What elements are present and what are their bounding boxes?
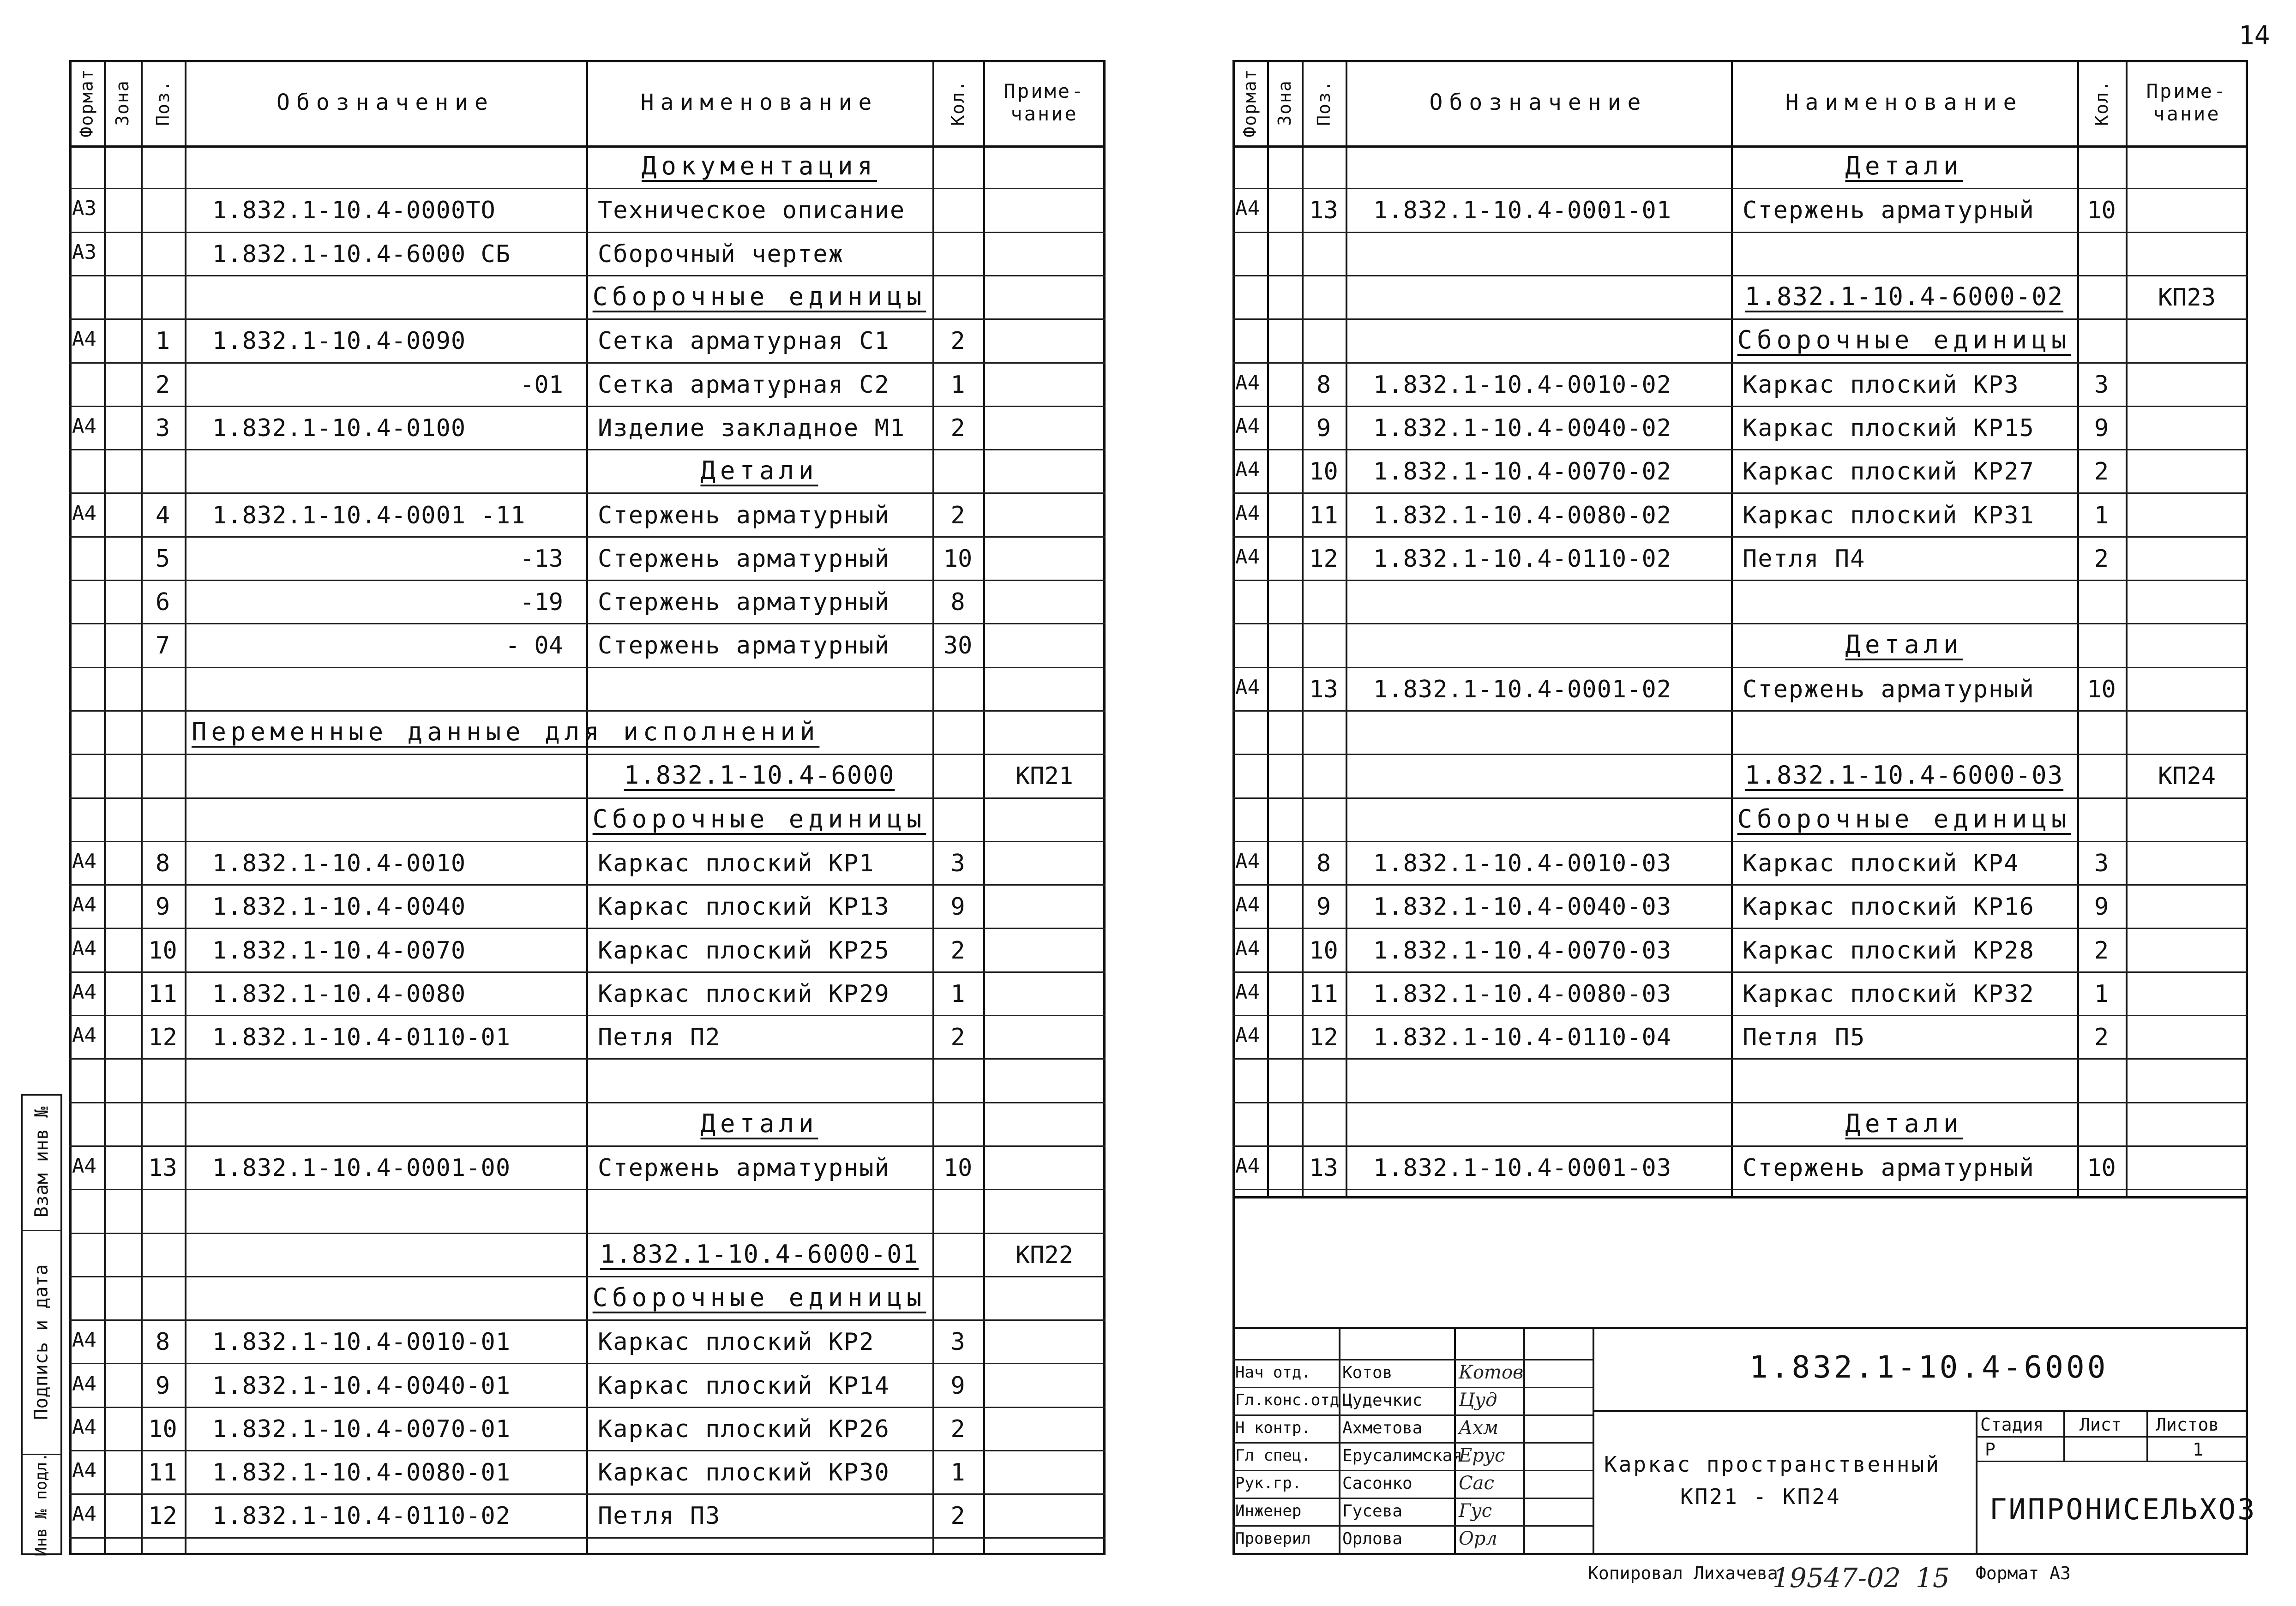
item-format: А4 [1235, 197, 1260, 220]
item-name: Стержень арматурный [598, 588, 890, 616]
item-format: А4 [1235, 502, 1260, 525]
item-format: А3 [72, 197, 96, 220]
item-designation: -01 [520, 371, 563, 399]
document-title-line1: Каркас пространственный [1604, 1452, 1941, 1477]
item-designation: 1.832.1-10.4-6000 СБ [212, 240, 511, 268]
header-zone: Зона [112, 79, 133, 126]
item-name: Петля П4 [1743, 545, 1866, 573]
item-position: 12 [1309, 545, 1338, 573]
sheets-value: 1 [2193, 1439, 2203, 1460]
item-position: 13 [1309, 1154, 1338, 1182]
item-position: 10 [148, 937, 177, 965]
staff-signature: Ахм [1459, 1417, 1499, 1438]
header-note-line2: чание [1010, 102, 1078, 125]
item-quantity: 9 [950, 893, 965, 921]
item-designation: 1.832.1-10.4-0010 [212, 850, 466, 877]
table-row-line [69, 492, 1106, 494]
header-note-line2-right: чание [2153, 102, 2221, 125]
item-format: А4 [72, 937, 96, 960]
item-designation: -19 [520, 588, 563, 616]
item-quantity: 2 [950, 414, 965, 442]
stage-label: Стадия [1980, 1414, 2044, 1435]
item-quantity: 2 [950, 502, 965, 529]
section-heading: Детали [1845, 151, 1963, 180]
item-name: Техническое описание [598, 197, 906, 224]
item-format: А4 [1235, 1024, 1260, 1047]
header-designation: Обозначение [276, 89, 494, 115]
item-name: Каркас плоский КР2 [598, 1328, 875, 1356]
table-row-line [1232, 449, 2248, 450]
staff-signature: Ерус [1459, 1445, 1505, 1466]
item-name: Сетка арматурная С2 [598, 371, 890, 399]
section-heading: Детали [1845, 1109, 1963, 1138]
header-qty-right: Кол. [2091, 79, 2112, 126]
table-row-line [1232, 884, 2248, 886]
item-format: А4 [72, 1328, 96, 1352]
item-position: 10 [1309, 458, 1338, 485]
table-row-line [69, 188, 1106, 189]
item-designation: 1.832.1-10.4-0010-02 [1373, 371, 1672, 399]
item-name: Стержень арматурный [1743, 676, 2035, 703]
staff-name: Ахметова [1342, 1419, 1423, 1438]
table-row-line [69, 1233, 1106, 1234]
section-heading: Сборочные единицы [1737, 804, 2071, 833]
table-row-line [1232, 492, 2248, 494]
item-designation: 1.832.1-10.4-0080 [212, 980, 466, 1008]
item-format: А4 [72, 850, 96, 873]
staff-role: Проверил [1235, 1529, 1311, 1548]
item-position: 10 [1309, 937, 1338, 965]
table-row-line [1232, 623, 2248, 624]
item-name: Стержень арматурный [598, 545, 890, 573]
header-zone-right: Зона [1274, 79, 1295, 126]
table-row-line [69, 884, 1106, 886]
item-position: 8 [155, 850, 170, 877]
header-format: Формат [76, 68, 97, 138]
table-row-line [69, 406, 1106, 407]
variant-designation: 1.832.1-10.4-6000-03 [1744, 761, 2064, 790]
item-position: 12 [1309, 1024, 1338, 1051]
item-designation: 1.832.1-10.4-0080-01 [212, 1459, 511, 1486]
item-quantity: 3 [950, 850, 965, 877]
item-format: А4 [1235, 850, 1260, 873]
document-title-line2: КП21 - КП24 [1680, 1484, 1841, 1509]
item-format: А4 [72, 893, 96, 917]
table-row-line [1232, 580, 2248, 581]
section-heading: Детали [700, 456, 818, 485]
table-row-line [69, 1493, 1106, 1495]
table-row-line [69, 1363, 1106, 1364]
item-designation: 1.832.1-10.4-0001-03 [1373, 1154, 1672, 1182]
item-quantity: 2 [950, 1024, 965, 1051]
item-name: Каркас плоский КР4 [1743, 850, 2020, 877]
table-row-line [1232, 406, 2248, 407]
staff-name: Ерусалимская [1342, 1446, 1463, 1465]
table-row-line [1232, 318, 2248, 320]
staff-name: Котов [1342, 1363, 1393, 1382]
table-row-line [1232, 754, 2248, 755]
item-quantity: 30 [943, 632, 973, 659]
item-name: Петля П3 [598, 1502, 721, 1530]
item-format: А4 [1235, 371, 1260, 395]
item-position: 13 [1309, 197, 1338, 224]
item-position: 8 [155, 1328, 170, 1356]
item-format: А4 [1235, 980, 1260, 1004]
item-name: Каркас плоский КР15 [1743, 414, 2035, 442]
item-position: 2 [155, 371, 170, 399]
section-heading: Сборочные единицы [1737, 325, 2071, 354]
item-quantity: 10 [943, 545, 973, 573]
item-quantity: 1 [2094, 502, 2109, 529]
item-designation: 1.832.1-10.4-0110-04 [1373, 1024, 1672, 1051]
item-quantity: 9 [2094, 893, 2109, 921]
item-position: 11 [148, 980, 177, 1008]
item-quantity: 3 [2094, 850, 2109, 877]
section-heading: Документация [641, 151, 878, 180]
table-row-line [69, 1450, 1106, 1451]
table-row-line [69, 1145, 1106, 1147]
table-row-line [69, 1407, 1106, 1408]
item-designation: 1.832.1-10.4-0040-01 [212, 1372, 511, 1400]
item-position: 10 [148, 1415, 177, 1443]
item-quantity: 8 [950, 588, 965, 616]
staff-row-line [1232, 1359, 1593, 1360]
header-qty: Кол. [947, 79, 968, 126]
table-row-line [1232, 1145, 2248, 1147]
section-heading: Сборочные единицы [592, 282, 926, 311]
item-designation: - 04 [505, 632, 563, 659]
item-designation: 1.832.1-10.4-0110-02 [212, 1502, 511, 1530]
variant-designation: 1.832.1-10.4-6000-01 [600, 1240, 919, 1269]
item-designation: 1.832.1-10.4-0040-03 [1373, 893, 1672, 921]
table-row-line [1232, 1189, 2248, 1190]
item-quantity: 3 [950, 1328, 965, 1356]
staff-signature: Орл [1459, 1528, 1497, 1549]
header-note-line1: Приме- [1004, 80, 1085, 103]
table-row-line [69, 754, 1106, 755]
item-designation: 1.832.1-10.4-0080-03 [1373, 980, 1672, 1008]
sheet-label: Лист [2080, 1414, 2122, 1435]
footer-format: Формат А3 [1976, 1563, 2071, 1583]
staff-row-line [1232, 1414, 1593, 1416]
table-row-line [69, 318, 1106, 320]
item-format: А4 [1235, 676, 1260, 699]
table-row-line [1232, 275, 2248, 276]
item-designation: 1.832.1-10.4-0010-01 [212, 1328, 511, 1356]
staff-role: Гл.конс.отд. [1235, 1391, 1349, 1409]
item-quantity: 1 [2094, 980, 2109, 1008]
table-row-line [69, 1058, 1106, 1060]
item-format: А4 [72, 502, 96, 525]
item-position: 3 [155, 414, 170, 442]
item-designation: 1.832.1-10.4-0010-03 [1373, 850, 1672, 877]
header-name: Наименование [640, 89, 878, 115]
item-designation: 1.832.1-10.4-0001-00 [212, 1154, 511, 1182]
item-designation: 1.832.1-10.4-0080-02 [1373, 502, 1672, 529]
staff-role: Гл спец. [1235, 1446, 1311, 1465]
item-quantity: 10 [2087, 676, 2116, 703]
item-quantity: 9 [2094, 414, 2109, 442]
item-format: А4 [1235, 545, 1260, 569]
item-position: 12 [148, 1502, 177, 1530]
staff-signature: Котов [1459, 1362, 1524, 1383]
table-row-line [69, 449, 1106, 450]
item-format: А4 [72, 1024, 96, 1047]
item-quantity: 2 [2094, 458, 2109, 485]
item-quantity: 2 [2094, 1024, 2109, 1051]
staff-name: Орлова [1342, 1529, 1403, 1548]
item-quantity: 2 [2094, 937, 2109, 965]
item-format: А4 [72, 1154, 96, 1178]
item-position: 9 [155, 1372, 170, 1400]
table-row-line [69, 797, 1106, 799]
item-format: А4 [72, 414, 96, 438]
organization: ГИПРОНИСЕЛЬХОЗ [1989, 1492, 2257, 1526]
item-quantity: 9 [950, 1372, 965, 1400]
section-heading: Детали [700, 1109, 818, 1138]
staff-row-line [1232, 1498, 1593, 1499]
table-row-line [69, 1276, 1106, 1277]
item-name: Стержень арматурный [1743, 1154, 2035, 1182]
item-name: Каркас плоский КР28 [1743, 937, 2035, 965]
item-name: Каркас плоский КР26 [598, 1415, 890, 1443]
item-position: 12 [148, 1024, 177, 1051]
staff-role: Рук.гр. [1235, 1474, 1302, 1492]
variant-note: КП24 [2158, 762, 2216, 790]
item-format: А3 [72, 240, 96, 264]
item-position: 9 [1316, 414, 1331, 442]
table-row-line [69, 1015, 1106, 1016]
item-designation: 1.832.1-10.4-0040 [212, 893, 466, 921]
sheets-label: Листов [2156, 1414, 2219, 1435]
item-name: Сборочный чертеж [598, 240, 844, 268]
staff-row-line [1232, 1387, 1593, 1388]
table-row-line [1232, 797, 2248, 799]
table-row-line [69, 580, 1106, 581]
item-format: А4 [1235, 1154, 1260, 1178]
item-designation: 1.832.1-10.4-0100 [212, 414, 466, 442]
item-position: 5 [155, 545, 170, 573]
variant-note: КП21 [1015, 762, 1074, 790]
item-format: А4 [1235, 414, 1260, 438]
item-position: 1 [155, 327, 170, 355]
item-quantity: 2 [950, 937, 965, 965]
item-name: Сетка арматурная С1 [598, 327, 890, 355]
table-row-line [69, 841, 1106, 842]
item-position: 9 [1316, 893, 1331, 921]
item-name: Каркас плоский КР30 [598, 1459, 890, 1486]
table-row-line [69, 928, 1106, 929]
stage-value: Р [1985, 1439, 1995, 1460]
item-name: Стержень арматурный [1743, 197, 2035, 224]
item-position: 8 [1316, 371, 1331, 399]
table-row-line [69, 1189, 1106, 1190]
item-format: А4 [72, 1415, 96, 1439]
item-position: 13 [1309, 676, 1338, 703]
section-heading: Детали [1845, 630, 1963, 659]
item-name: Каркас плоский КР3 [1743, 371, 2020, 399]
table-row-line [1232, 362, 2248, 364]
item-designation: 1.832.1-10.4-0110-02 [1373, 545, 1672, 573]
item-name: Каркас плоский КР14 [598, 1372, 890, 1400]
item-name: Изделие закладное М1 [598, 414, 906, 442]
item-name: Петля П5 [1743, 1024, 1866, 1051]
item-quantity: 10 [2087, 197, 2116, 224]
item-format: А4 [72, 1372, 96, 1396]
item-designation: 1.832.1-10.4-0090 [212, 327, 466, 355]
item-designation: 1.832.1-10.4-0001-01 [1373, 197, 1672, 224]
item-quantity: 2 [2094, 545, 2109, 573]
table-row-line [1232, 710, 2248, 712]
item-position: 13 [148, 1154, 177, 1182]
header-designation-right: Обозначение [1429, 89, 1647, 115]
table-row-line [1232, 667, 2248, 668]
item-format: А4 [1235, 893, 1260, 917]
table-row-line [69, 971, 1106, 973]
item-name: Стержень арматурный [598, 1154, 890, 1182]
footer-page: 15 [1916, 1562, 1950, 1594]
table-row-line [1232, 841, 2248, 842]
item-name: Каркас плоский КР27 [1743, 458, 2035, 485]
archive-number: 19547-02 [1773, 1562, 1901, 1594]
table-row-line [1232, 971, 2248, 973]
variant-designation: 1.832.1-10.4-6000-02 [1744, 282, 2064, 311]
staff-role: Нач отд. [1235, 1363, 1311, 1382]
item-designation: 1.832.1-10.4-0110-01 [212, 1024, 511, 1051]
item-name: Каркас плоский КР13 [598, 893, 890, 921]
item-position: 6 [155, 588, 170, 616]
table-row-line [69, 1537, 1106, 1539]
header-name-right: Наименование [1785, 89, 2023, 115]
item-quantity: 1 [950, 980, 965, 1008]
item-name: Каркас плоский КР1 [598, 850, 875, 877]
header-format-right: Формат [1239, 68, 1260, 138]
sign-date-label: Подпись и дата [31, 1264, 52, 1420]
item-name: Каркас плоский КР32 [1743, 980, 2035, 1008]
item-position: 8 [1316, 850, 1331, 877]
table-row-line [1232, 536, 2248, 538]
item-format: А4 [72, 1502, 96, 1526]
table-row-line [1232, 232, 2248, 233]
table-row-line [69, 275, 1106, 276]
item-name: Каркас плоский КР16 [1743, 893, 2035, 921]
table-row-line [69, 1102, 1106, 1103]
copied-by: Копировал Лихачева [1588, 1563, 1778, 1583]
variant-note: КП23 [2158, 284, 2216, 312]
item-position: 11 [148, 1459, 177, 1486]
item-designation: 1.832.1-10.4-0001 -11 [212, 502, 526, 529]
replace-inv-label: Взам инв № [31, 1106, 53, 1217]
section-heading: Сборочные единицы [592, 1283, 926, 1312]
item-designation: 1.832.1-10.4-0001-02 [1373, 676, 1672, 703]
item-quantity: 10 [943, 1154, 973, 1182]
table-row-line [1232, 928, 2248, 929]
item-position: 9 [155, 893, 170, 921]
staff-signature: Гус [1459, 1500, 1492, 1522]
item-designation: 1.832.1-10.4-0040-02 [1373, 414, 1672, 442]
table-row-line [69, 1319, 1106, 1321]
item-position: 7 [155, 632, 170, 659]
header-pos-right: Поз. [1313, 79, 1334, 126]
table-row-line [69, 232, 1106, 233]
staff-role: Инженер [1235, 1502, 1302, 1520]
staff-role: Н контр. [1235, 1419, 1311, 1437]
item-position: 11 [1309, 980, 1338, 1008]
item-name: Петля П2 [598, 1024, 721, 1051]
item-format: А4 [1235, 458, 1260, 481]
item-designation: 1.832.1-10.4-0070-01 [212, 1415, 511, 1443]
staff-name: Цудечкис [1342, 1391, 1423, 1410]
staff-signature: Цуд [1459, 1390, 1497, 1411]
inv-orig-label: Инв № подл. [32, 1452, 51, 1557]
item-name: Каркас плоский КР31 [1743, 502, 2035, 529]
item-name: Стержень арматурный [598, 502, 890, 529]
staff-signature: Сас [1459, 1473, 1494, 1494]
table-row-line [1232, 1102, 2248, 1103]
item-format: А4 [1235, 937, 1260, 960]
section-heading: Сборочные единицы [592, 804, 926, 833]
variable-data-heading: Переменные данные для исполнений [192, 717, 820, 746]
table-row-line [1232, 188, 2248, 189]
item-quantity: 3 [2094, 371, 2109, 399]
header-pos: Поз. [152, 79, 173, 126]
item-designation: -13 [520, 545, 563, 573]
variant-designation: 1.832.1-10.4-6000 [624, 761, 895, 790]
item-name: Стержень арматурный [598, 632, 890, 659]
page-number: 14 [2239, 21, 2270, 51]
variant-note: КП22 [1015, 1241, 1074, 1269]
staff-row-line [1232, 1470, 1593, 1471]
item-name: Каркас плоский КР25 [598, 937, 890, 965]
header-note-line1-right: Приме- [2146, 80, 2228, 103]
item-name: Каркас плоский КР29 [598, 980, 890, 1008]
document-code: 1.832.1-10.4-6000 [1749, 1349, 2109, 1385]
item-quantity: 2 [950, 1502, 965, 1530]
item-quantity: 10 [2087, 1154, 2116, 1182]
item-quantity: 2 [950, 327, 965, 355]
item-quantity: 2 [950, 1415, 965, 1443]
item-format: А4 [72, 1459, 96, 1482]
staff-row-line [1232, 1525, 1593, 1527]
table-row-line [69, 667, 1106, 668]
table-row-line [1232, 1015, 2248, 1016]
item-position: 11 [1309, 502, 1338, 529]
staff-name: Сасонко [1342, 1474, 1412, 1493]
table-row-line [1232, 1058, 2248, 1060]
item-designation: 1.832.1-10.4-0000ТО [212, 197, 496, 224]
table-row-line [69, 362, 1106, 364]
item-designation: 1.832.1-10.4-0070-03 [1373, 937, 1672, 965]
item-quantity: 1 [950, 371, 965, 399]
table-row-line [69, 710, 1106, 712]
staff-row-line [1232, 1442, 1593, 1444]
item-quantity: 1 [950, 1459, 965, 1486]
staff-name: Гусева [1342, 1502, 1403, 1521]
item-designation: 1.832.1-10.4-0070 [212, 937, 466, 965]
table-row-line [69, 623, 1106, 624]
item-position: 4 [155, 502, 170, 529]
item-designation: 1.832.1-10.4-0070-02 [1373, 458, 1672, 485]
table-row-line [69, 536, 1106, 538]
item-format: А4 [72, 980, 96, 1004]
item-format: А4 [72, 327, 96, 351]
